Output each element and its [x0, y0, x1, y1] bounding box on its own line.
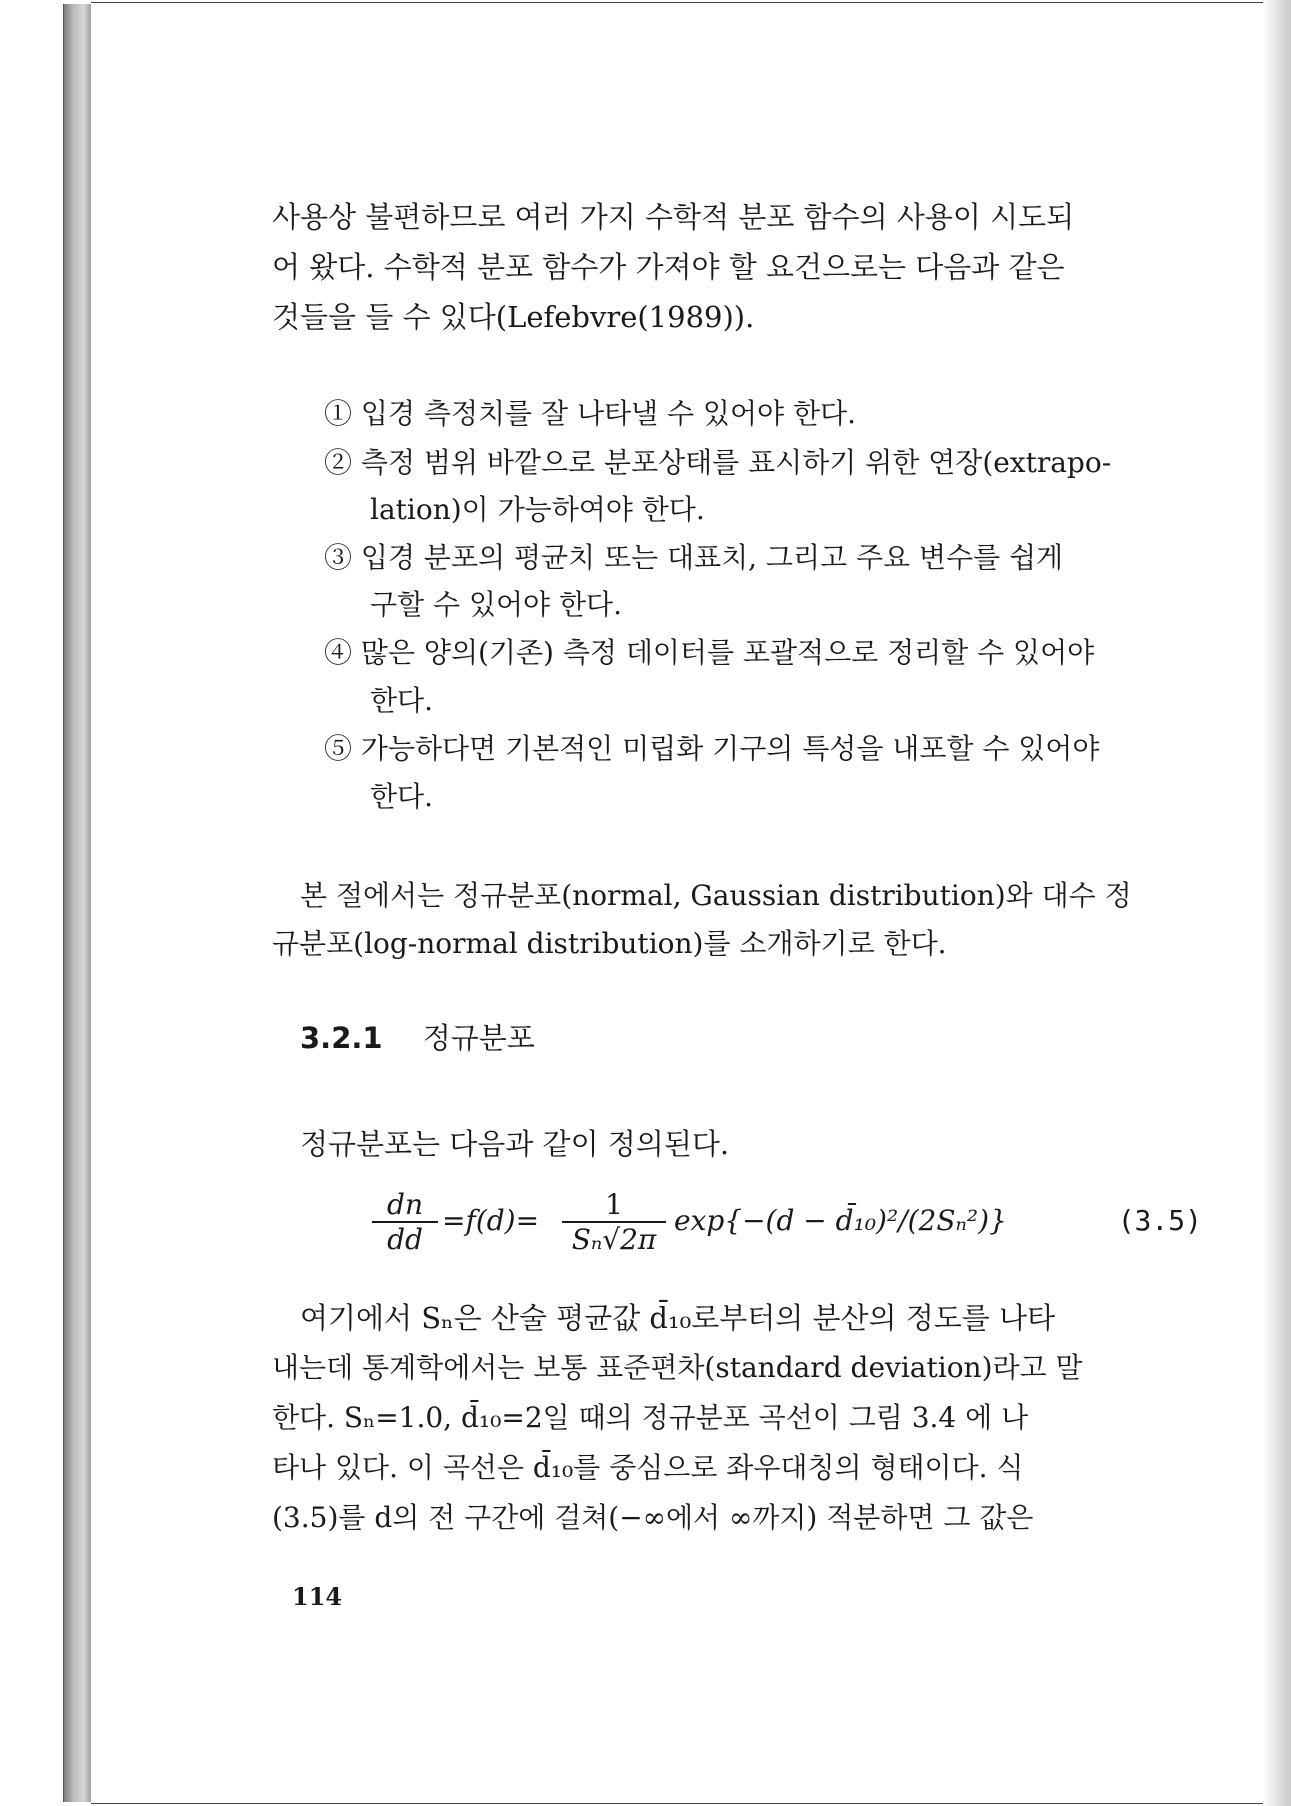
definition-line: 정규분포는 다음과 같이 정의된다.	[300, 1127, 730, 1161]
paragraph-line: 본 절에서는 정규분포(normal, Gaussian distribution)와 대수 정	[300, 879, 1132, 912]
lhs-fraction	[372, 1188, 438, 1256]
page-number: 114	[292, 1582, 343, 1611]
list-item-4-cont: 한다.	[370, 684, 433, 717]
paragraph-line: 사용상 불편하므로 여러 가지 수학적 분포 함수의 사용이 시도되	[272, 200, 1075, 234]
list-item-5-cont: 한다.	[370, 780, 433, 813]
paragraph-line: 타나 있다. 이 곡선은 d̄₁₀를 중심으로 좌우대칭의 형태이다. 식	[272, 1451, 1024, 1484]
paragraph-line: 한다. Sₙ=1.0, d̄₁₀=2일 때의 정규분포 곡선이 그림 3.4 에 나	[272, 1401, 1029, 1434]
equation-exponential: exp{−(d − d̄₁₀)²/(2Sₙ²)}	[674, 1204, 1007, 1237]
section-title: 정규분포	[422, 1021, 535, 1055]
list-item-1: ① 입경 측정치를 잘 나타낼 수 있어야 한다.	[324, 397, 856, 430]
equation-mid: =f(d)=	[442, 1204, 540, 1237]
rhs-numerator: 1	[562, 1188, 666, 1223]
equation-number: (3.5)	[1117, 1204, 1202, 1237]
paragraph-line: 것들을 들 수 있다(Lefebvre(1989)).	[272, 300, 755, 334]
list-item-4: ④ 많은 양의(기존) 측정 데이터를 포괄적으로 정리할 수 있어야	[324, 636, 1095, 669]
list-item-3: ③ 입경 분포의 평균치 또는 대표치, 그리고 주요 변수를 쉽게	[324, 541, 1064, 574]
list-item-2: ② 측정 범위 바깥으로 분포상태를 표시하기 위한 연장(extrapo-	[324, 446, 1112, 479]
rhs-denominator: Sₙ√2π	[571, 1223, 657, 1256]
list-item-2-cont: lation)이 가능하여야 한다.	[370, 493, 705, 526]
page-right-edge	[1263, 0, 1291, 1806]
paragraph-line: 내는데 통계학에서는 보통 표준편차(standard deviation)라고 말	[272, 1351, 1083, 1384]
lhs-denominator: dd	[387, 1223, 423, 1256]
list-item-5: ⑤ 가능하다면 기본적인 미립화 기구의 특성을 내포할 수 있어야	[324, 732, 1100, 765]
paragraph-line: (3.5)를 d의 전 구간에 걸쳐(−∞에서 ∞까지) 적분하면 그 값은	[272, 1501, 1034, 1534]
lhs-numerator: dn	[372, 1188, 438, 1223]
paragraph-line: 어 왔다. 수학적 분포 함수가 가져야 할 요건으로는 다음과 같은	[272, 250, 1065, 284]
list-item-3-cont: 구할 수 있어야 한다.	[370, 588, 622, 621]
section-heading	[300, 1016, 535, 1057]
section-number: 3.2.1	[300, 1021, 383, 1055]
paragraph-line: 여기에서 Sₙ은 산술 평균값 d̄₁₀로부터의 분산의 정도를 나타	[300, 1301, 1056, 1335]
paragraph-line: 규분포(log-normal distribution)를 소개하기로 한다.	[272, 927, 947, 960]
equation-3-5	[372, 1188, 1202, 1258]
book-spine-edge	[63, 4, 93, 1802]
rhs-fraction	[562, 1188, 666, 1256]
